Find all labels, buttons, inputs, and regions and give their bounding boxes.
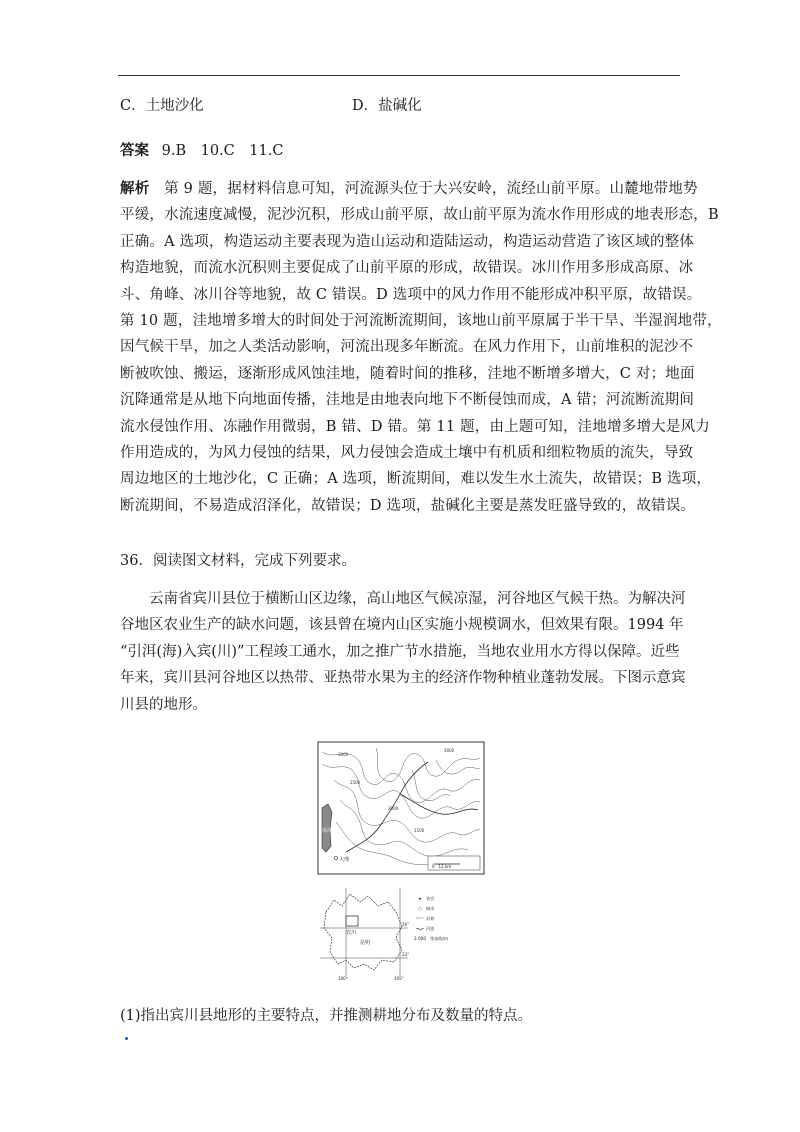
cursor-dot — [125, 1037, 128, 1040]
answer-row — [120, 141, 283, 161]
contour-label: 2500 — [350, 780, 361, 785]
scale-label: 0 12 km — [432, 864, 452, 869]
city-label: 大理 — [339, 857, 350, 863]
analysis-block — [120, 176, 722, 519]
header-rule — [118, 75, 680, 76]
analysis-line: 作用造成的，为风力侵蚀的结果，风力侵蚀会造成土壤中有机质和细粒物质的流失，导致 — [120, 445, 694, 462]
analysis-line: 沉降通常是从地下向地面传播，洼地是由地表向地下不断侵蚀而成，A 错；河流断流期间 — [120, 392, 695, 409]
analysis-line: 断流期间，不易造成沼泽化，故错误；D 选项，盐碱化主要是蒸发旺盛导致的，故错误。 — [120, 497, 696, 514]
legend-item: 等高线/m — [430, 936, 449, 941]
legend-item: 省会 — [426, 896, 435, 901]
analysis-line: 斗、角峰、冰川谷等地貌，故 C 错误。D 选项中的风力作用不能形成冲积平原，故错误。 — [120, 286, 702, 303]
analysis-line: 构造地貌，而流水沉积则主要促成了山前平原的形成，故错误。冰川作用多形成高原、冰 — [120, 260, 694, 277]
answer-label: 答案 — [120, 143, 149, 159]
material-line: 年来，宾川县河谷地区以热带、亚热带水果为主的经济作物种植业蓬勃发展。下图示意宾 — [120, 670, 686, 687]
inset-highlight-box — [346, 916, 358, 926]
analysis-line: 正确。A 选项，构造运动主要表现为造山运动和造陆运动，构造运动营造了该区域的整体 — [120, 233, 695, 250]
analysis-label: 解析 — [120, 181, 150, 197]
map-legend — [414, 895, 448, 942]
material-line: 谷地区农业生产的缺水问题，该县曾在境内山区实施小规模调水，但效果有限。1994 年 — [120, 617, 684, 634]
legend-item: 县界 — [426, 916, 435, 921]
inset-place-label: 宾川 — [346, 930, 357, 936]
legend-item: 城市 — [426, 906, 435, 911]
contour-label: 3000 — [444, 748, 455, 753]
main-map-frame — [318, 742, 484, 874]
legend-contour-sample: 2 000 — [414, 936, 426, 941]
legend-symbol — [416, 928, 424, 930]
city-marker — [335, 857, 338, 860]
analysis-line: 平缓，水流速度减慢，泥沙沉积，形成山前平原，故山前平原为流水作用形成的地表形态，B — [120, 207, 719, 224]
analysis-line: 第 10 题，洼地增多增大的时间处于河流断流期间，该地山前平原属于半干旱、半湿润地带， — [120, 313, 722, 330]
contour-label: 2000 — [388, 806, 399, 811]
inset-map — [320, 888, 409, 981]
analysis-line: 断被吹蚀、搬运，逐渐形成风蚀洼地，随着时间的推移，洼地不断增多增大，C 对；地面 — [120, 365, 695, 382]
analysis-line: 流水侵蚀作用、冻融作用微弱，B 错、D 错。第 11 题，由上题可知，洼地增多增大是风力 — [120, 418, 710, 435]
longitude-label: 100° — [338, 976, 348, 981]
contour-label: 1500 — [414, 828, 425, 833]
binchuan-terrain-map — [316, 740, 488, 982]
question-36-heading: 36．阅读图文材料，完成下列要求。 — [120, 553, 356, 569]
province-outline — [324, 894, 402, 970]
material-line: 云南省宾川县位于横断山区边缘，高山地区气候凉湿，河谷地区气候干热。为解决河 — [149, 591, 686, 607]
latitude-label: 23° — [402, 952, 410, 957]
latitude-label: 26° — [402, 922, 410, 927]
question-36-material — [120, 586, 686, 718]
legend-symbol: ○ — [418, 906, 422, 911]
question-36-sub1: (1)指出宾川县地形的主要特点，并推测耕地分布及数量的特点。 — [120, 1008, 533, 1024]
legend-symbol: ★ — [418, 896, 422, 901]
analysis-line: 周边地区的土地沙化，C 正确；A 选项，断流期间，难以发生水土流失，故错误；B 选项， — [120, 471, 712, 488]
option-d: D．盐碱化 — [352, 98, 422, 114]
longitude-label: 105° — [394, 976, 404, 981]
option-c: C．土地沙化 — [120, 98, 204, 114]
material-line: 川县的地形。 — [120, 696, 207, 713]
legend-item: 河流 — [426, 926, 435, 931]
answer-text: 9.B 10.C 11.C — [161, 143, 284, 159]
contour-label: 3000 — [338, 752, 349, 757]
analysis-line: 第 9 题，据材料信息可知，河流源头位于大兴安岭，流经山前平原。山麓地带地势 — [149, 181, 698, 197]
lake-label: 洱海 — [322, 828, 333, 834]
analysis-line: 因气候干旱，加之人类活动影响，河流出现多年断流。在风力作用下，山前堆积的泥沙不 — [120, 339, 694, 356]
material-line: “引洱(海)入宾(川)”工程竣工通水，加之推广节水措施，当地农业用水方得以保障。近些 — [120, 643, 680, 660]
inset-place-label: 昆明 — [360, 940, 371, 946]
